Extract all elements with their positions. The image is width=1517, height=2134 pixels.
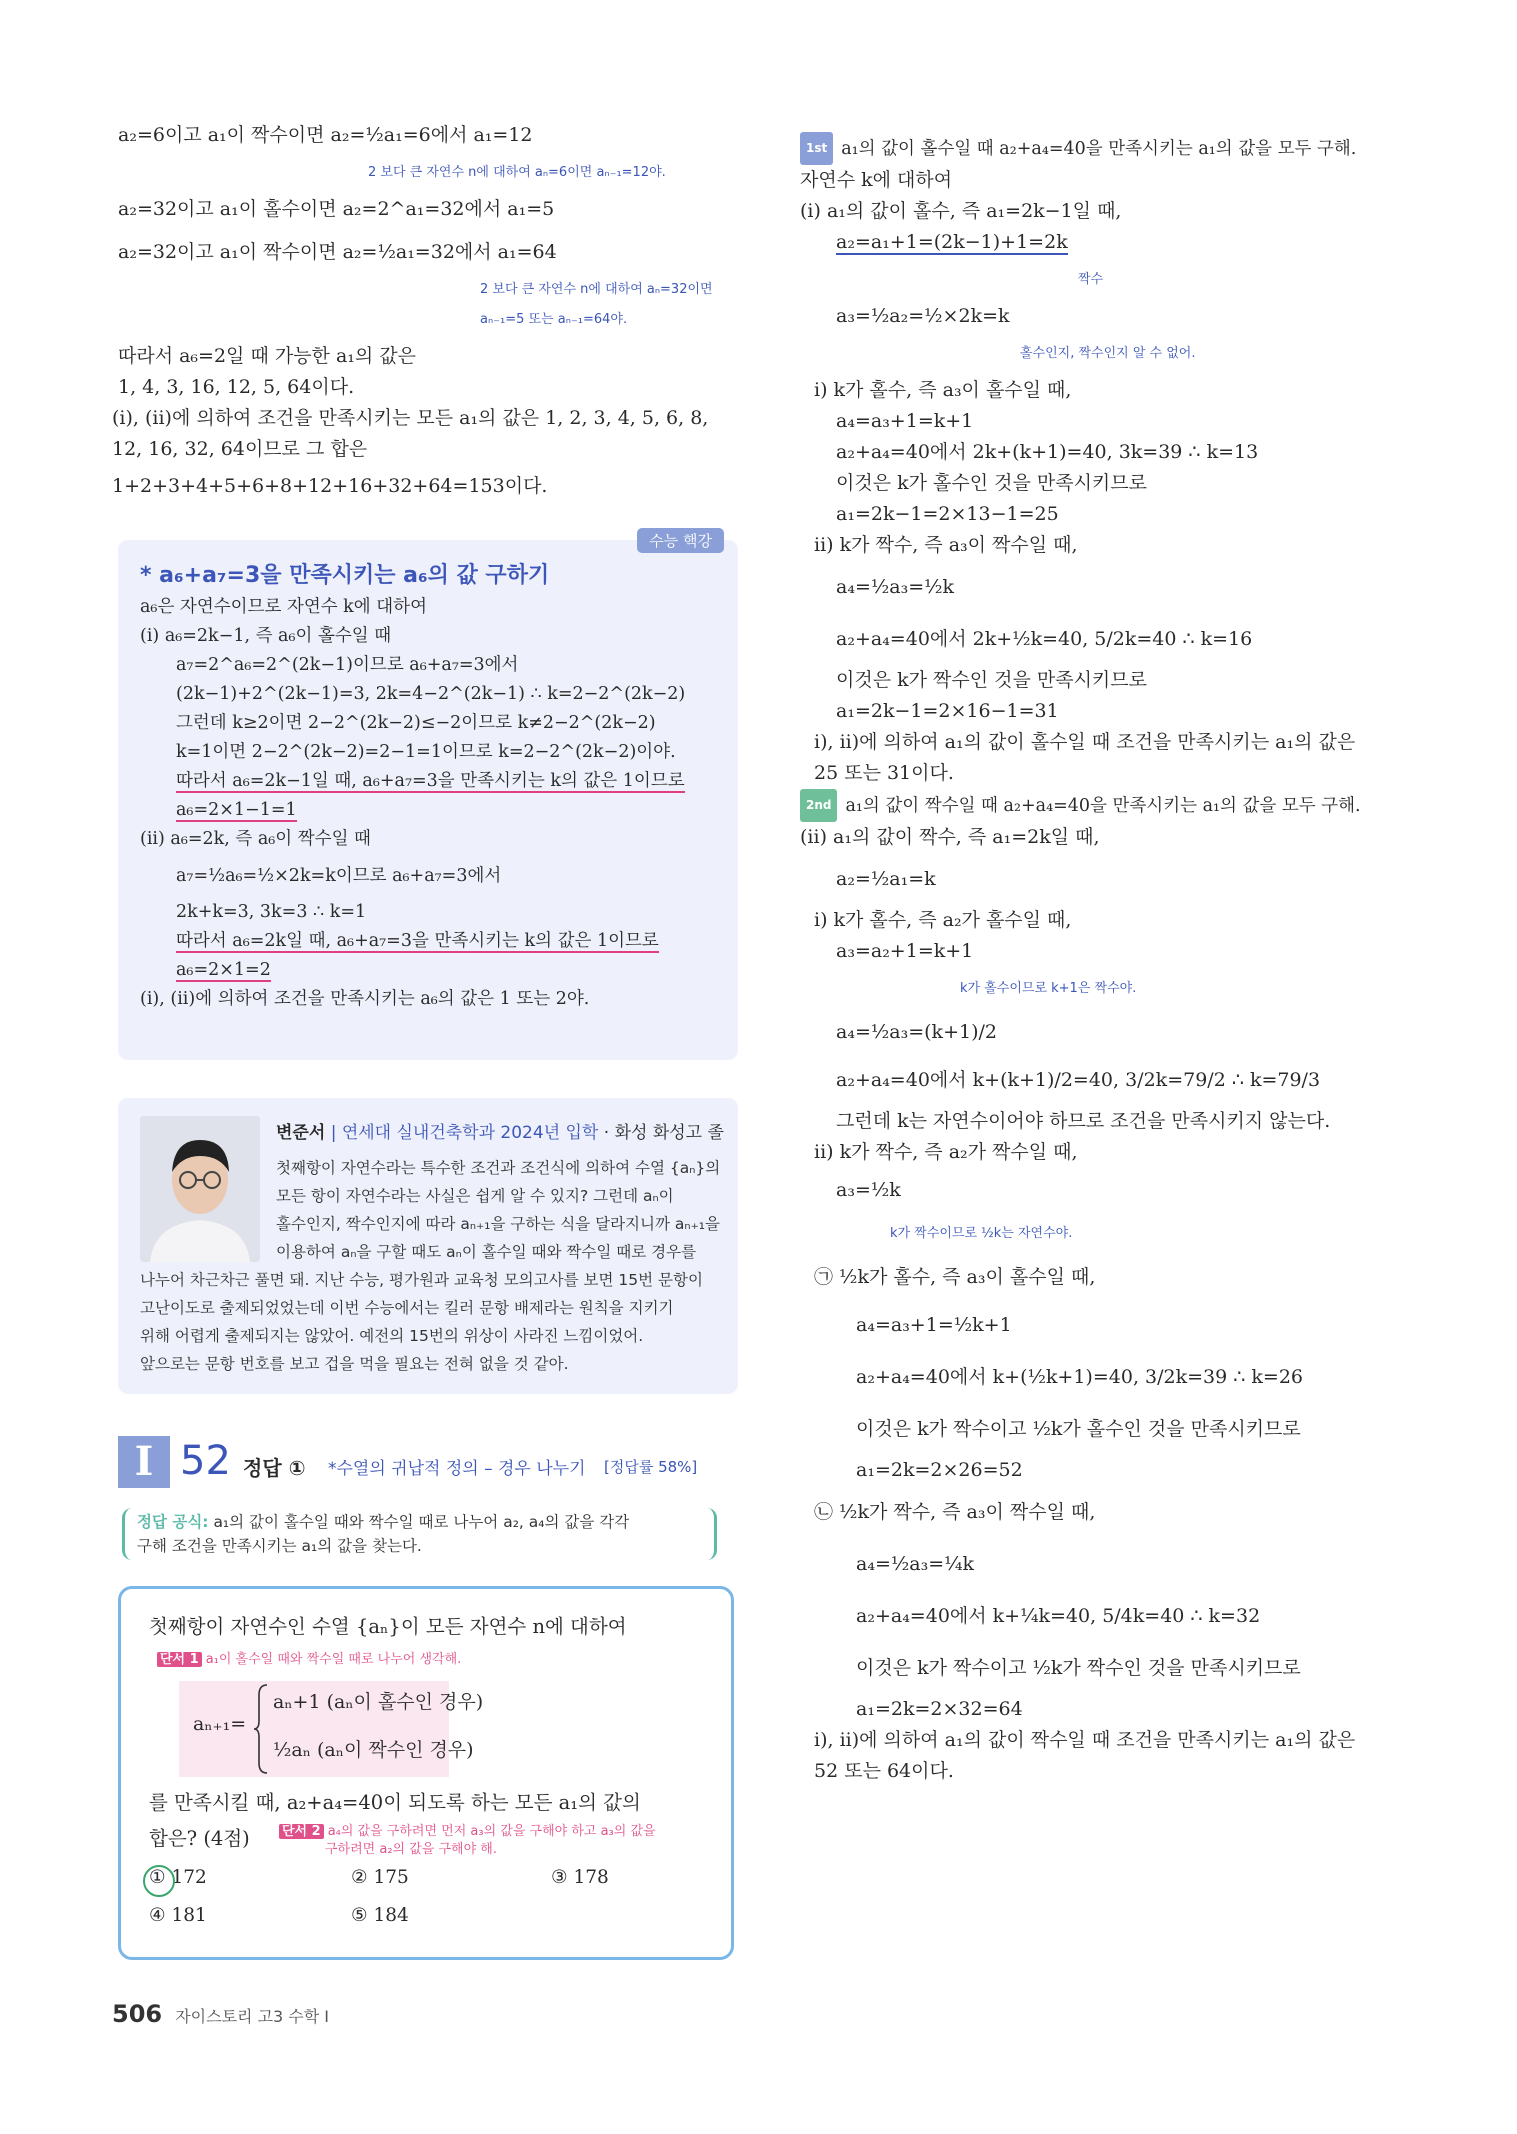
- text-line: a₇=½a₆=½×2k=k이므로 a₆+a₇=3에서: [176, 866, 502, 886]
- text-line: i), ii)에 의하여 a₁의 값이 짝수일 때 조건을 만족시키는 a₁의 값은: [814, 1729, 1356, 1751]
- text-line: 25 또는 31이다.: [814, 762, 954, 784]
- selected-answer-mark: [143, 1865, 175, 1897]
- answer-formula: 정답 공식: a₁의 값이 홀수일 때와 짝수일 때로 나누어 a₂, a₄의 값을 각각 구해 조건을 만족시키는 a₁의 값을 찾는다.: [122, 1508, 717, 1560]
- problem-stem: 첫째항이 자연수인 수열 {aₙ}이 모든 자연수 n에 대하여: [149, 1615, 627, 1638]
- text-line: a₄=½a₃=¼k: [856, 1553, 975, 1575]
- hint-2: 단서 2 a₄의 값을 구하려면 먼저 a₃의 값을 구해야 하고 a₃의 값을 구하려면 a₂의 값을 구해야 해.: [279, 1823, 656, 1859]
- text-line: k=1이면 2−2^(2k−2)=2−1=1이므로 k=2−2^(2k−2)이야.: [176, 742, 676, 762]
- side-note: 홀수인지, 짝수인지 알 수 없어.: [1020, 346, 1196, 361]
- step-badge: 1st: [800, 132, 833, 165]
- text-line: a₄=½a₃=(k+1)/2: [836, 1021, 997, 1043]
- text-line: a₆=2×1−1=1: [176, 800, 297, 820]
- text-line: 1, 4, 3, 16, 12, 5, 64이다.: [118, 376, 355, 398]
- problem-header: [118, 1436, 758, 1492]
- answer-label: 정답 ①: [243, 1456, 306, 1480]
- step-badge: 2nd: [800, 789, 837, 822]
- text-line: a₄=a₃+1=½k+1: [856, 1314, 1012, 1336]
- text-line: a₂+a₄=40에서 k+(k+1)/2=40, 3/2k=79/2 ∴ k=79/3: [836, 1069, 1321, 1091]
- text-line: 12, 16, 32, 64이므로 그 합은: [112, 438, 368, 460]
- text-line: 따라서 a₆=2k−1일 때, a₆+a₇=3을 만족시키는 k의 값은 1이므로: [176, 771, 685, 791]
- text-line: (ii) a₆=2k, 즉 a₆이 짝수일 때: [140, 829, 371, 849]
- text-line: (i) a₆=2k−1, 즉 a₆이 홀수일 때: [140, 626, 392, 646]
- student-name-line: 변준서 | 연세대 실내건축학과 2024년 입학 · 화성 화성고 졸: [276, 1123, 724, 1143]
- piecewise-case-odd: aₙ+1 (aₙ이 홀수인 경우): [273, 1691, 484, 1713]
- side-note: k가 짝수이므로 ½k는 자연수야.: [890, 1226, 1073, 1241]
- text-line: a₂+a₄=40에서 k+¼k=40, 5/4k=40 ∴ k=32: [856, 1605, 1261, 1627]
- text-line: (i) a₁의 값이 홀수, 즉 a₁=2k−1일 때,: [800, 200, 1122, 222]
- text-line: ㉠ ½k가 홀수, 즉 a₃이 홀수일 때,: [814, 1266, 1096, 1288]
- text-line: i) k가 홀수, 즉 a₂가 홀수일 때,: [814, 909, 1072, 931]
- side-note: 2 보다 큰 자연수 n에 대하여 aₙ=6이면 aₙ₋₁=12야.: [368, 165, 666, 180]
- text-line: a₃=½a₂=½×2k=k: [836, 305, 1010, 327]
- interview-text: 첫째항이 자연수라는 특수한 조건과 조건식에 의하여 수열 {aₙ}의 모든 항이 자연수라는 사실은 쉽게 알 수 있지? 그런데 aₙ이 홀수인지, 짝수인지에 따라 aₙ₊₁을 구하는 식을 달라지니까 aₙ₊₁을 이용하여 aₙ을 구할 때도 aₙ이 홀수일 때와 짝수일 때로 경우를 나누어 차근차근 풀면 돼. 지난 수능, 평가원과 교육청 모의고사를 보면 15번 문항이 고난이도로 출제되었었는데 이번 수능에서는 킬러 문항 배제라는 원칙을 지키기 위해 어렵게 출제되지는 않았어. 예전의 15번의 위상이 사라진 느낌이었어. 앞으로는 문항 번호를 보고 겁을 먹을 필요는 전혀 없을 것 같아.: [140, 1159, 721, 1373]
- key-lecture-title: * a₆+a₇=3을 만족시키는 a₆의 값 구하기: [140, 563, 550, 588]
- text-line: (ii) a₁의 값이 짝수, 즉 a₁=2k일 때,: [800, 826, 1100, 848]
- unit-badge: I: [118, 1436, 170, 1488]
- text-line: 52 또는 64이다.: [814, 1760, 954, 1782]
- text-line: 따라서 a₆=2k일 때, a₆+a₇=3을 만족시키는 k의 값은 1이므로: [176, 931, 659, 951]
- text-line: a₄=a₃+1=k+1: [836, 410, 974, 432]
- problem-box: [118, 1586, 734, 1960]
- side-note: k가 홀수이므로 k+1은 짝수야.: [960, 981, 1137, 996]
- choice-5[interactable]: ⑤ 184: [351, 1905, 409, 1926]
- problem-number: 52: [180, 1438, 231, 1484]
- text-line: 그런데 k는 자연수이어야 하므로 조건을 만족시키지 않는다.: [836, 1110, 1331, 1132]
- choice-3[interactable]: ③ 178: [551, 1867, 609, 1888]
- text-line: a₂+a₄=40에서 2k+½k=40, 5/2k=40 ∴ k=16: [836, 628, 1253, 650]
- text-line: 2k+k=3, 3k=3 ∴ k=1: [176, 902, 367, 922]
- correct-rate: [정답률 58%]: [604, 1458, 698, 1476]
- text-line: ii) k가 짝수, 즉 a₃이 짝수일 때,: [814, 534, 1078, 556]
- text-line: a₁=2k=2×26=52: [856, 1459, 1023, 1481]
- choice-2[interactable]: ② 175: [351, 1867, 409, 1888]
- text-line: 따라서 a₆=2일 때 가능한 a₁의 값은: [118, 345, 416, 367]
- student-interview-box: [118, 1098, 738, 1394]
- text-line: a₂=½a₁=k: [836, 868, 936, 890]
- text-line: (2k−1)+2^(2k−1)=3, 2k=4−2^(2k−1) ∴ k=2−2^(2k−2): [176, 684, 686, 704]
- step-heading: 1st a₁의 값이 홀수일 때 a₂+a₄=40을 만족시키는 a₁의 값을 모두 구해.: [800, 132, 1415, 165]
- text-line: a₁=2k−1=2×16−1=31: [836, 700, 1059, 722]
- page-number: 506: [112, 2000, 163, 2028]
- text-line: a₁=2k=2×32=64: [856, 1698, 1023, 1720]
- text-line: a₂+a₄=40에서 k+(½k+1)=40, 3/2k=39 ∴ k=26: [856, 1366, 1303, 1388]
- piecewise-case-even: ½aₙ (aₙ이 짝수인 경우): [273, 1739, 474, 1761]
- text-line: a₂=6이고 a₁이 짝수이면 a₂=½a₁=6에서 a₁=12: [118, 124, 533, 146]
- text-line: 1+2+3+4+5+6+8+12+16+32+64=153이다.: [112, 475, 548, 497]
- text-line: a₇=2^a₆=2^(2k−1)이므로 a₆+a₇=3에서: [176, 655, 519, 675]
- text-line: 이것은 k가 짝수이고 ½k가 짝수인 것을 만족시키므로: [856, 1657, 1301, 1679]
- text-line: a₃=½k: [836, 1179, 901, 1201]
- side-note: 2 보다 큰 자연수 n에 대하여 aₙ=32이면: [480, 282, 713, 297]
- text-line: 이것은 k가 짝수인 것을 만족시키므로: [836, 669, 1147, 691]
- text-line: i) k가 홀수, 즉 a₃이 홀수일 때,: [814, 379, 1072, 401]
- text-line: a₂=32이고 a₁이 홀수이면 a₂=2^a₁=32에서 a₁=5: [118, 198, 555, 220]
- text-line: 그런데 k≥2이면 2−2^(2k−2)≤−2이므로 k≠2−2^(2k−2): [176, 713, 656, 733]
- text-line: a₆은 자연수이므로 자연수 k에 대하여: [140, 597, 427, 617]
- piecewise-lhs: aₙ₊₁=: [193, 1713, 247, 1735]
- text-line: ii) k가 짝수, 즉 a₂가 짝수일 때,: [814, 1141, 1078, 1163]
- text-line: a₁=2k−1=2×13−1=25: [836, 503, 1059, 525]
- key-lecture-box: [118, 532, 738, 1060]
- text-line: 이것은 k가 홀수인 것을 만족시키므로: [836, 472, 1147, 494]
- text-line: (i), (ii)에 의하여 조건을 만족시키는 a₆의 값은 1 또는 2야.: [140, 989, 590, 1009]
- brace-icon: [253, 1683, 269, 1775]
- problem-stem: 를 만족시킬 때, a₂+a₄=40이 되도록 하는 모든 a₁의 값의: [149, 1791, 641, 1814]
- problem-topic: *수열의 귀납적 정의 – 경우 나누기: [328, 1459, 586, 1479]
- hint-1: 단서 1 a₁이 홀수일 때와 짝수일 때로 나누어 생각해.: [157, 1651, 461, 1669]
- book-title: 자이스토리 고3 수학 I: [175, 2007, 330, 2026]
- right-column: [800, 132, 1415, 1787]
- page-footer: [112, 2000, 329, 2028]
- text-line: 이것은 k가 짝수이고 ½k가 홀수인 것을 만족시키므로: [856, 1418, 1301, 1440]
- problem-stem: 합은? (4점): [149, 1827, 250, 1850]
- side-note: aₙ₋₁=5 또는 aₙ₋₁=64야.: [480, 312, 628, 327]
- text-line: a₄=½a₃=½k: [836, 576, 955, 598]
- key-lecture-tag: 수능 핵강: [637, 528, 724, 553]
- text-line: a₃=a₂+1=k+1: [836, 940, 974, 962]
- step-heading: 2nd a₁의 값이 짝수일 때 a₂+a₄=40을 만족시키는 a₁의 값을 모두 구해.: [800, 789, 1415, 822]
- left-column: [112, 120, 738, 502]
- text-line: i), ii)에 의하여 a₁의 값이 홀수일 때 조건을 만족시키는 a₁의 값은: [814, 731, 1356, 753]
- text-line: a₂=a₁+1=(2k−1)+1=2k: [836, 231, 1068, 253]
- text-line: a₂=32이고 a₁이 짝수이면 a₂=½a₁=32에서 a₁=64: [118, 241, 557, 263]
- text-line: a₆=2×1=2: [176, 960, 271, 980]
- choice-4[interactable]: ④ 181: [149, 1905, 207, 1926]
- choice-1[interactable]: ① 172: [149, 1867, 207, 1888]
- text-line: 자연수 k에 대하여: [800, 169, 953, 191]
- side-note: 짝수: [1078, 272, 1104, 287]
- text-line: a₂+a₄=40에서 2k+(k+1)=40, 3k=39 ∴ k=13: [836, 441, 1259, 463]
- text-line: ㉡ ½k가 짝수, 즉 a₃이 짝수일 때,: [814, 1501, 1096, 1523]
- text-line: (i), (ii)에 의하여 조건을 만족시키는 모든 a₁의 값은 1, 2, 3, 4, 5, 6, 8,: [112, 407, 709, 429]
